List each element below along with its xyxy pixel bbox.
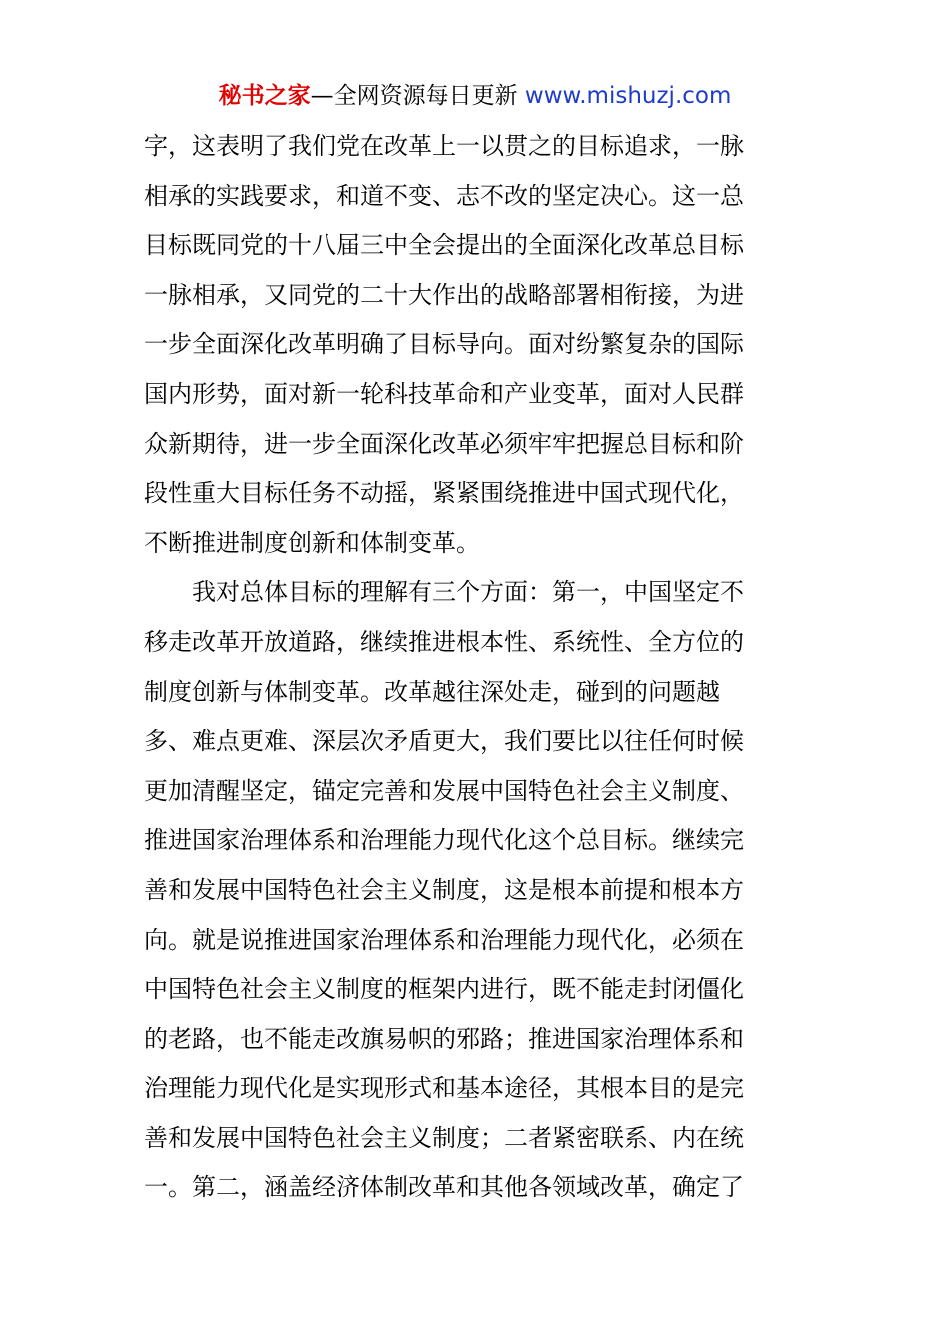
text-line: 更加清醒坚定，锚定完善和发展中国特色社会主义制度、 — [144, 776, 744, 805]
text-line: 段性重大目标任务不动摇，紧紧围绕推进中国式现代化， — [144, 479, 744, 508]
text-line: 多、难点更难、深层次矛盾更大，我们要比以往任何时候 — [144, 727, 744, 756]
text-line: 中国特色社会主义制度的框架内进行，既不能走封闭僵化 — [144, 975, 744, 1004]
text-line: 目标既同党的十八届三中全会提出的全面深化改革总目标 — [144, 231, 744, 260]
text-line: 一步全面深化改革明确了目标导向。面对纷繁复杂的国际 — [144, 330, 744, 359]
text-line: 移走改革开放道路，继续推进根本性、系统性、全方位的 — [144, 627, 744, 656]
page-header — [0, 78, 950, 114]
text-line: 不断推进制度创新和体制变革。 — [144, 528, 480, 557]
header-url-link[interactable]: www.mishuzj.com — [524, 83, 732, 109]
text-line: 善和发展中国特色社会主义制度；二者紧密联系、内在统 — [144, 1123, 744, 1152]
text-line: 向。就是说推进国家治理体系和治理能力现代化，必须在 — [144, 925, 744, 954]
paragraph-2 — [144, 568, 808, 1213]
text-line-first: 我对总体目标的理解有三个方面：第一，中国坚定不 — [192, 578, 744, 607]
text-line: 的老路，也不能走改旗易帜的邪路；推进国家治理体系和 — [144, 1024, 744, 1053]
text-line: 众新期待，进一步全面深化改革必须牢牢把握总目标和阶 — [144, 429, 744, 458]
text-line: 国内形势，面对新一轮科技革命和产业变革，面对人民群 — [144, 379, 744, 408]
text-line: 相承的实践要求，和道不变、志不改的坚定决心。这一总 — [144, 181, 744, 210]
text-line: 推进国家治理体系和治理能力现代化这个总目标。继续完 — [144, 826, 744, 855]
document-body — [144, 122, 808, 1213]
text-line: 字，这表明了我们党在改革上一以贯之的目标追求，一脉 — [144, 132, 744, 160]
header-brand: 秘书之家 — [218, 83, 311, 109]
text-line: 善和发展中国特色社会主义制度，这是根本前提和根本方 — [144, 875, 744, 904]
text-line: 制度创新与体制变革。改革越往深处走，碰到的问题越 — [144, 677, 720, 706]
header-tagline: —全网资源每日更新 — [310, 83, 525, 109]
text-line: 一。第二，涵盖经济体制改革和其他各领域改革，确定了 — [144, 1173, 744, 1202]
text-line: 治理能力现代化是实现形式和基本途径，其根本目的是完 — [144, 1074, 744, 1103]
paragraph-1 — [144, 122, 808, 568]
text-line: 一脉相承，又同党的二十大作出的战略部署相衔接，为进 — [144, 280, 744, 309]
